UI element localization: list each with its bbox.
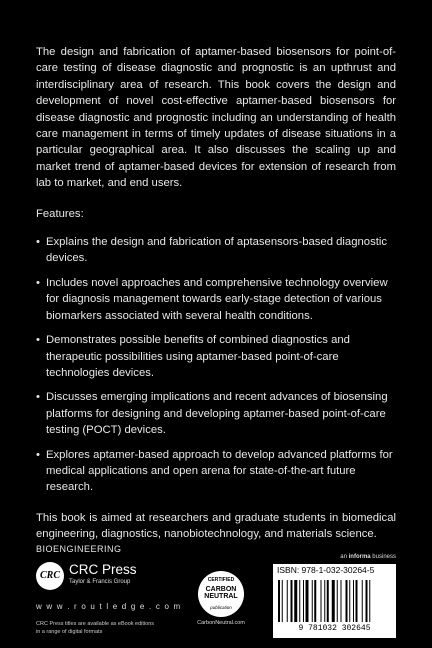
barcode-bar: [324, 580, 325, 622]
features-heading: Features:: [36, 207, 84, 220]
subject-label: BIOENGINEERING: [36, 544, 122, 554]
feature-text: Discusses emerging implications and recent advances of biosensing platforms for designing and developing aptamer-based point-of-care testing (POCT) devices.: [46, 391, 388, 437]
carbon-neutral-line1: CARBON: [205, 586, 237, 593]
barcode-bar: [299, 580, 300, 622]
barcode-bar: [346, 580, 348, 622]
barcode-digits: 9 781032 302645: [298, 624, 371, 633]
barcode-bar: [291, 580, 293, 622]
informa-brand: informa: [348, 554, 371, 560]
barcode-bar: [349, 580, 350, 622]
intro-paragraph: The design and fabrication of aptamer-based biosensors for point-of-care testing of disease diagnostic and prognostic is an upthrust and interdisciplinary area of research. This book covers the design and development of novel cost-effective aptamer-based biosensors for disease diagnostic and prognostic including an understanding of health care management in terms of timely updates of disease situations in a particular geographical area. It also discusses the scaling up and market trend of aptamer-based devices for extension of research from lab to market, and end users.: [36, 46, 396, 190]
bullet-icon: •: [36, 334, 40, 347]
carbon-neutral-mark: [198, 586, 244, 600]
feature-text: Explains the design and fabrication of aptasensors-based diagnostic devices.: [46, 236, 388, 265]
bullet-icon: •: [36, 391, 40, 404]
publisher-group: Taylor & Francis Group: [69, 579, 131, 585]
carbon-neutral-url: CarbonNeutral.com: [197, 620, 245, 626]
feature-item: [36, 389, 396, 438]
feature-item: [36, 275, 396, 324]
barcode-bar: [312, 580, 313, 622]
back-cover-text: [36, 44, 396, 557]
cover-footer: [36, 544, 396, 635]
carbon-neutral-line2: NEUTRAL: [204, 593, 238, 600]
barcode-bar: [366, 580, 368, 622]
features-list: [36, 234, 396, 496]
crc-logo-icon: CRC: [36, 562, 64, 590]
carbon-neutral-badge: [198, 571, 244, 617]
barcode-bar: [362, 580, 363, 622]
informa-prefix: an: [340, 554, 349, 560]
barcode-bar: [327, 580, 329, 622]
barcode-bar: [332, 580, 335, 622]
bullet-icon: •: [36, 276, 40, 289]
barcode-bar: [287, 580, 288, 622]
feature-text: Demonstrates possible benefits of combined diagnostics and therapeutic possibilities using aptamer-based point-of-care technologies devices.: [46, 334, 350, 379]
barcode-bars-icon: [277, 580, 392, 622]
barcode-bar: [353, 580, 354, 622]
barcode-bar: [337, 580, 338, 622]
ebook-note: CRC Press titles are available as eBook editions in a range of digital formats: [36, 621, 155, 635]
barcode-bar: [282, 580, 283, 622]
barcode-bar: [341, 580, 342, 622]
bullet-icon: •: [36, 236, 40, 249]
barcode: [273, 564, 396, 638]
informa-tagline: [340, 554, 396, 560]
barcode-bar: [314, 580, 316, 622]
carbon-neutral-publication: publication: [210, 605, 232, 610]
feature-item: [36, 234, 396, 267]
publisher-website[interactable]: w w w . r o u t l e d g e . c o m: [36, 602, 182, 611]
barcode-bar: [278, 580, 280, 622]
isbn-text: ISBN: 978-1-032-30264-5: [277, 565, 375, 575]
barcode-bar: [356, 580, 358, 622]
feature-item: [36, 332, 396, 381]
barcode-bar: [303, 580, 304, 622]
barcode-bar: [294, 580, 297, 622]
feature-item: [36, 447, 396, 496]
audience-paragraph: This book is aimed at researchers and graduate students in biomedical engineering, diagnostics, nanobiotechnology, and materials science.: [36, 511, 396, 541]
bullet-icon: •: [36, 448, 40, 461]
informa-suffix: business: [370, 554, 396, 560]
publisher-name: CRC Press: [69, 562, 137, 577]
feature-text: Includes novel approaches and comprehensive technology overview for diagnosis management towards early-stage detection of various biomarkers associated with several health conditions.: [46, 276, 388, 322]
feature-text: Explores aptamer-based approach to develop advanced platforms for medical applications and open arena for state-of-the-art future research.: [46, 448, 393, 494]
barcode-bar: [321, 580, 322, 622]
publisher-logo: [36, 562, 146, 594]
carbon-neutral-certified: CERTIFIED: [207, 577, 235, 583]
barcode-bar: [369, 580, 370, 622]
barcode-bar: [306, 580, 309, 622]
